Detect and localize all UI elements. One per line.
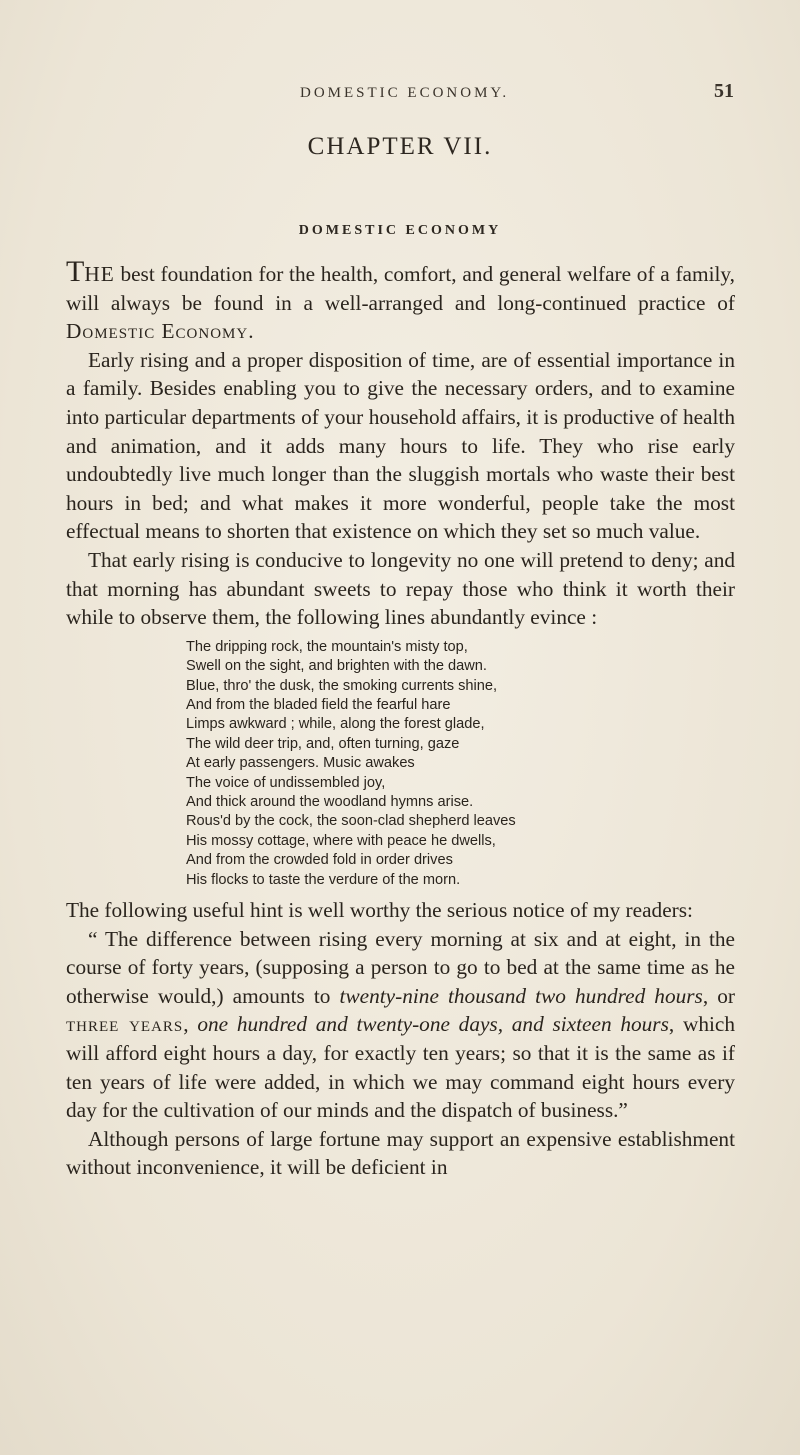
paragraph-5-end: , which will afford eight hours a day, for exactly ten years; so that it is the same as if ten years of life were added, in which we may command eight hours every day for the cultivation of our minds and the dispatch of business.” [66,1012,736,1123]
running-head [300,80,734,103]
poem-line: The voice of undissembled joy, [186,774,386,791]
section-title: DOMESTIC ECONOMY [298,223,502,238]
poem-line: At early passengers. Music awakes [186,755,415,772]
paragraph-2: Early rising and a proper disposition of time, are of essential importance in a family. Besides enabling you to give the necessary orders, and to examine into particular departments of your household affairs, it is productive of health and animation, and it adds many hours to life. They who rise early undoubtedly live much longer than the sluggish mortals who waste their best hours in bed; and what makes it more wonderful, people take the most effectual means to shorten that existence on which they set so much value. [66,347,735,544]
poem-line: Rous'd by the cock, the soon-clad shepherd leaves [186,813,516,830]
paragraph-5-mid: , or [702,983,735,1008]
poem-line: The dripping rock, the mountain's misty top, [186,638,468,655]
paragraph-5-start: “ The difference between rising every morning at six and at eight, in the course of forty years, (supposing a person to go to bed at the same time as he otherwise would,) amounts to [66,926,735,1008]
domestic-economy-emphasis: Domestic Economy [66,319,249,344]
poem-line: His flocks to taste the verdure of the morn. [186,871,461,888]
poem-block [186,638,735,890]
italic-hours: twenty-nine thousand two hundred hours [339,983,703,1008]
poem-line: And thick around the woodland hymns arise. [186,793,474,810]
paragraph-5 [66,925,735,1125]
opening-caps: HE [84,262,115,286]
paragraph-5-mid: , [183,1012,198,1037]
poem-line: And from the crowded fold in order drives [186,852,453,869]
paragraph-1 [66,255,735,346]
paragraph-4: The following useful hint is well worthy the serious notice of my readers: [66,898,693,922]
poem-line: Limps awkward ; while, along the forest glade, [186,716,485,733]
paragraph-1-text: best foundation for the health, comfort, and general welfare of a family, will always be found in a well-arranged and long-continued practice of [66,262,735,315]
poem-line: The wild deer trip, and, often turning, gaze [186,735,460,752]
paragraph-6: Although persons of large fortune may support an expensive establishment without inconvenience, it will be deficient in [66,1126,735,1180]
three-years-caps: three years [66,1012,184,1037]
poem-line: His mossy cottage, where with peace he dwells, [186,832,496,849]
poem-line: Blue, thro' the dusk, the smoking currents shine, [186,677,498,694]
poem-line: And from the bladed field the fearful hare [186,696,451,713]
poem-line: Swell on the sight, and brighten with the dawn. [186,658,487,675]
chapter-title: CHAPTER VII. [307,133,493,160]
drop-cap: T [66,255,85,288]
italic-days: one hundred and twenty-one days, and sixteen hours [197,1012,669,1037]
paragraph-1-end: . [248,319,254,344]
running-title: DOMESTIC ECONOMY. [300,85,510,101]
body-text [66,255,736,1182]
page-number: 51 [714,80,734,102]
paragraph-3: That early rising is conducive to longevity no one will pretend to deny; and that morning has abundant sweets to repay those who think it worth their while to observe them, the following lines abundantly evince : [66,547,735,630]
